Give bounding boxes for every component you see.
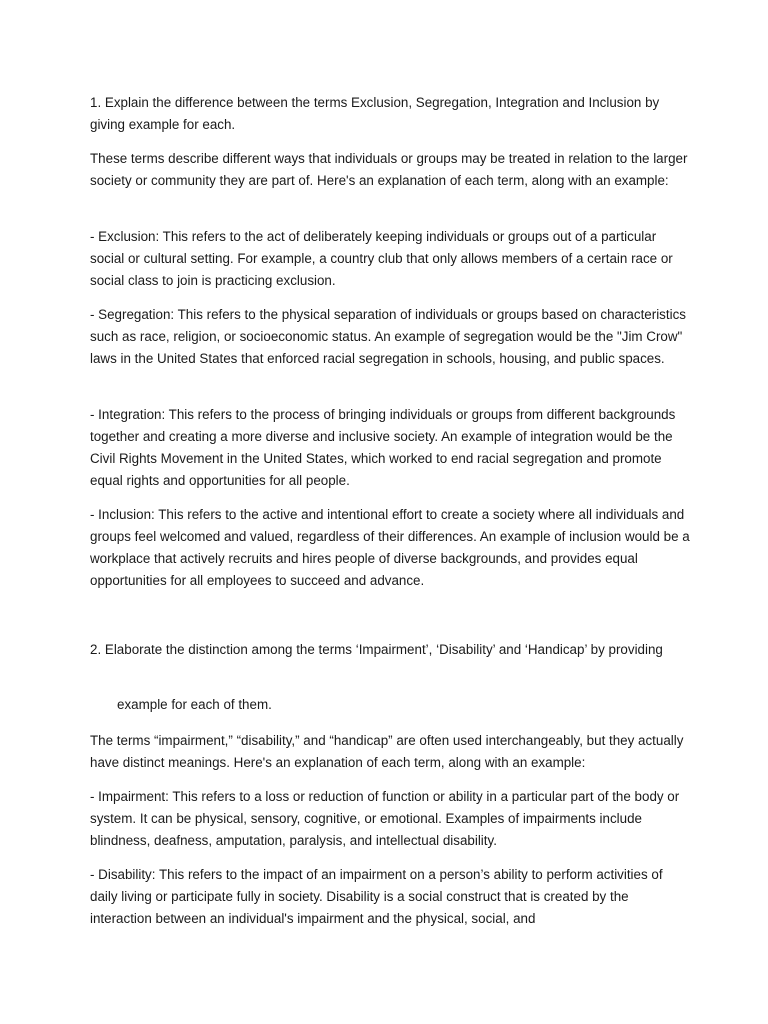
- question-2-heading: 2. Elaborate the distinction among the terms ‘Impairment’, ‘Disability’ and ‘Handicap’ by providing: [90, 642, 663, 657]
- impairment-paragraph: - Impairment: This refers to a loss or reduction of function or ability in a particular part of the body or system. It can be physical, sensory, cognitive, or emotional. Examples of impairments include blindness, deafness, amputation, paralysis, and intellectual disability.: [90, 789, 680, 848]
- segregation-paragraph: - Segregation: This refers to the physical separation of individuals or groups based on characteristics such as race, religion, or socioeconomic status. An example of segregation would be the "Jim Crow" laws in the United States that enforced racial segregation in schools, housing, and public spaces.: [90, 307, 686, 366]
- integration-paragraph: - Integration: This refers to the process of bringing individuals or groups from different backgrounds together and creating a more diverse and inclusive society. An example of integration would be the Civil Rights Movement in the United States, which worked to end racial segregation and promote equal rights and opportunities for all people.: [90, 407, 676, 488]
- exclusion-paragraph: - Exclusion: This refers to the act of deliberately keeping individuals or groups out of a particular social or cultural setting. For example, a country club that only allows members of a certain race or social class to join is practicing exclusion.: [90, 229, 673, 288]
- disability-paragraph: - Disability: This refers to the impact of an impairment on a person’s ability to perform activities of daily living or participate fully in society. Disability is a social construct that is created by the interaction between an individual's impairment and the physical, social, and: [90, 867, 663, 926]
- question-1-intro: These terms describe different ways that individuals or groups may be treated in relation to the larger society or community they are part of. Here's an explanation of each term, along with an example:: [90, 151, 688, 188]
- question-1-heading: 1. Explain the difference between the terms Exclusion, Segregation, Integration and Inclusion by giving example for each.: [90, 95, 660, 132]
- question-2-heading-continued: example for each of them.: [117, 697, 272, 712]
- question-2-intro: The terms “impairment,” “disability,” and “handicap” are often used interchangeably, but they actually have distinct meanings. Here's an explanation of each term, along with an example:: [90, 733, 684, 770]
- inclusion-paragraph: - Inclusion: This refers to the active and intentional effort to create a society where all individuals and groups feel welcomed and valued, regardless of their differences. An example of inclusion would be a workplace that actively recruits and hires people of diverse backgrounds, and provides equal opportunities for all employees to succeed and advance.: [90, 507, 690, 588]
